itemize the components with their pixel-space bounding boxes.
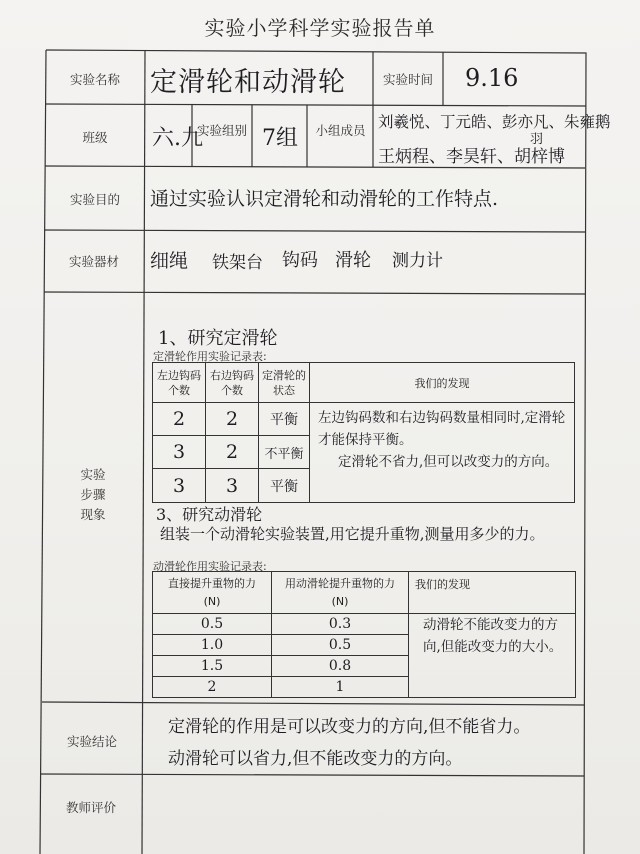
label-class: 班级	[82, 130, 108, 145]
header-pulley	[272, 572, 409, 614]
label-steps: 实验 步骤 现象	[80, 467, 106, 522]
label-group: 实验组别	[196, 123, 247, 138]
group-value: 7组	[262, 126, 298, 151]
conclusion-line1: 定滑轮的作用是可以改变力的方向,但不能省力。	[168, 717, 531, 737]
cell-state: 不平衡	[259, 436, 310, 469]
cell-direct: 1.5	[153, 656, 272, 677]
cell-right: 3	[206, 469, 259, 503]
table-row	[153, 403, 575, 436]
section3-caption: 动滑轮作用实验记录表:	[153, 560, 267, 573]
header-left: 左边钩码个数	[153, 363, 206, 403]
section1-heading: 1、研究定滑轮	[158, 328, 278, 349]
header-right: 右边钩码个数	[206, 363, 259, 403]
material-4: 测力计	[392, 251, 443, 271]
section1-finding2: 定滑轮不省力,但可以改变力的方向。	[338, 454, 559, 470]
label-members: 小组成员	[315, 123, 366, 138]
label-experiment-time: 实验时间	[382, 72, 433, 87]
label-purpose: 实验目的	[69, 192, 120, 207]
table-row	[153, 614, 576, 635]
finding-cell	[310, 403, 575, 503]
cell-pulley: 0.3	[272, 614, 409, 635]
members-line2: 王炳程、李昊轩、胡梓博	[378, 147, 565, 167]
experiment-name-value: 定滑轮和动滑轮	[150, 67, 346, 98]
cell-right: 2	[206, 403, 259, 436]
section3-finding: 动滑轮不能改变力的方向,但能改变力的大小。	[423, 617, 563, 655]
cell-pulley: 1	[272, 677, 409, 698]
cell-pulley: 0.8	[272, 656, 409, 677]
movable-pulley-table	[152, 571, 576, 698]
cell-direct: 2	[153, 677, 272, 698]
material-3: 滑轮	[335, 250, 371, 271]
cell-state: 平衡	[259, 469, 310, 503]
members-extra: 羽	[530, 132, 544, 147]
cell-left: 3	[153, 436, 206, 469]
header-direct-unit: (N)	[203, 594, 221, 608]
cell-pulley: 0.5	[272, 635, 409, 656]
material-1: 铁架台	[212, 253, 263, 273]
header-finding: 我们的发现	[409, 572, 576, 614]
header-pulley-unit: (N)	[331, 594, 349, 608]
cell-direct: 0.5	[153, 614, 272, 635]
header-finding: 我们的发现	[310, 363, 575, 403]
label-teacher: 教师评价	[65, 800, 116, 815]
cell-state: 平衡	[259, 403, 310, 436]
label-materials: 实验器材	[68, 254, 119, 269]
header-direct-label: 直接提升重物的力	[168, 576, 256, 590]
cell-direct: 1.0	[153, 635, 272, 656]
cell-left: 3	[153, 469, 206, 503]
fixed-pulley-table	[152, 362, 575, 503]
members-line1: 刘羲悦、丁元皓、彭亦凡、朱雍鹅	[378, 113, 611, 131]
section1-caption: 定滑轮作用实验记录表:	[153, 350, 267, 363]
material-0: 细绳	[150, 250, 189, 272]
header-pulley-label: 用动滑轮提升重物的力	[285, 576, 395, 590]
purpose-value: 通过实验认识定滑轮和动滑轮的工作特点.	[150, 188, 499, 210]
experiment-time-value: 9.16	[465, 64, 519, 92]
cell-left: 2	[153, 403, 206, 436]
section3-text: 组装一个动滑轮实验装置,用它提升重物,测量用多少的力。	[160, 525, 545, 543]
material-2: 钩码	[282, 250, 318, 271]
section3-heading: 3、研究动滑轮	[156, 505, 263, 524]
header-state: 定滑轮的状态	[259, 363, 310, 403]
cell-right: 2	[206, 436, 259, 469]
finding-cell	[409, 614, 576, 698]
section1-finding1: 左边钩码数和右边钩码数量相同时,定滑轮才能保持平衡。	[318, 410, 566, 448]
class-value: 六.九	[152, 126, 203, 151]
label-experiment-name: 实验名称	[69, 72, 120, 87]
conclusion-line2: 动滑轮可以省力,但不能改变力的方向。	[168, 749, 463, 769]
page-title: 实验小学科学实验报告单	[204, 16, 436, 40]
label-conclusion: 实验结论	[66, 734, 117, 749]
header-direct	[153, 572, 272, 614]
